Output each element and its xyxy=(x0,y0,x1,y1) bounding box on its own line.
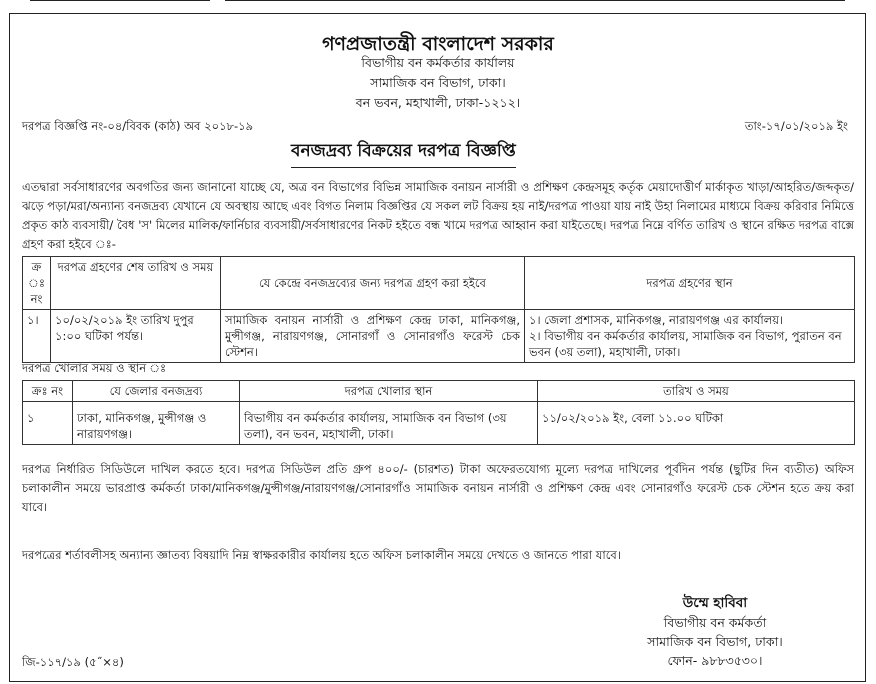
table1-header-centre: যে কেন্দ্রে বনজদ্রব্যের জন্য দরপত্র গ্রহণ করা হইবে xyxy=(221,257,525,310)
opening-heading: দরপত্র খোলার সময় ও স্থান ঃ xyxy=(22,361,167,375)
office-name: বিভাগীয় বন কর্মকর্তার কার্যালয় xyxy=(361,55,515,70)
table2-header-sl: ক্রঃ নং xyxy=(23,381,73,402)
table2-datetime: ১১/০২/২০১৯ ইং, বেলা ১১.০০ ঘটিকা xyxy=(538,402,855,445)
tender-receipt-table xyxy=(22,256,855,363)
intro-paragraph: এতদ্বারা সর্বসাধারণের অবগতির জন্য জানানো যাচ্ছে যে, অত্র বন বিভাগের বিভিন্ন সামাজিক বনায়ন নার্সারী ও প্রশিক্ষণ কেন্দ্রসমূহ কর্তৃক মেয়াদোত্তীর্ণ মার্কাকৃত খাড়া/আহরিত/জব্দকৃত/ঝড়ে পড়া/মরা/অন্যান্য বনজদ্রব্য যেখানে যে অবস্থায় আছে এবং বিগত নিলাম বিজ্ঞপ্তির যে সকল লট বিক্রয় হয় নাই/দরপত্র পাওয়া যায় নাই উহা নিলামের মাধ্যমে বিক্রয় করিবার নিমিত্তে প্রকৃত কাঠ ব্যবসায়ী/ বৈধ 'স' মিলের মালিক/ফার্নিচার ব্যবসায়ী/সর্বসাধারণের নিকট হইতে বন্ধ খামে দরপত্র আহ্বান করা যাইতেছে। দরপত্র নিম্নে বর্ণিত তারিখ ও স্থানে রক্ষিত দরপত্র বাক্সে গ্রহণ করা হইবে ঃ- xyxy=(22,180,854,251)
table1-deadline: ১০/০২/২০১৯ ইং তারিখ দুপুর ১:০০ ঘটিকা পর্যন্ত। xyxy=(51,310,221,363)
terms-paragraph: দরপত্রের শর্তাবলীসহ অন্যান্য জ্ঞাতব্য বিষয়াদি নিম্ন স্বাক্ষরকারীর কার্যালয় হতে অফিস চলাকালীন সময়ে দেখতে ও জানতে পারা যাবে। xyxy=(22,548,621,562)
table1-place-2: ২। বিভাগীয় বন কর্মকর্তার কার্যালয়, সামাজিক বন বিভাগ, পুরাতন বন ভবন (৩য় তলা), মহাখালী, ঢাকা। xyxy=(529,329,842,359)
table2-header-row xyxy=(23,381,855,402)
notice-title: বনজদ্রব্য বিক্রয়ের দরপত্র বিজ্ঞপ্তি xyxy=(291,138,516,168)
table1-place-cell xyxy=(525,310,855,363)
signatory-designation: বিভাগীয় বন কর্মকর্তা xyxy=(663,615,767,630)
table2-district: ঢাকা, মানিকগঞ্জ, মুন্সীগঞ্জ ও নারায়ণগঞ্জ। xyxy=(73,402,240,445)
signature-block xyxy=(600,594,830,670)
top-rule-left xyxy=(30,0,210,1)
table1-header-place: দরপত্র গ্রহণের স্থান xyxy=(525,257,855,310)
office-address: বন ভবন, মহাখালী, ঢাকা-১২১২। xyxy=(355,95,521,110)
table2-header-place: দরপত্র খোলার স্থান xyxy=(240,381,538,402)
table1-centre: সামাজিক বনায়ন নার্সারী ও প্রশিক্ষণ কেন্দ্র ঢাকা, মানিকগঞ্জ, মুন্সীগঞ্জ, নারায়ণগঞ্জ, সোনারগাঁ ও সোনারগাঁও ফরেস্ট চেক স্টেশন। xyxy=(221,310,525,363)
signatory-name: উম্মে হাবিবা xyxy=(682,595,748,611)
table2-header-datetime: তারিখ ও সময় xyxy=(538,381,855,402)
memo-number: দরপত্র বিজ্ঞপ্তি নং-০৪/বিবক (কাঠ) অব ২০১৮-১৯ xyxy=(22,119,254,133)
table2-sl: ১ xyxy=(23,402,73,445)
table1-sl: ১। xyxy=(23,310,51,363)
table1-header-row xyxy=(23,257,855,310)
table-row xyxy=(23,402,855,445)
government-title: গণপ্রজাতন্ত্রী বাংলাদেশ সরকার xyxy=(322,33,554,55)
signatory-phone: ফোন- ৯৮৮৩৫৩০। xyxy=(667,653,763,668)
table-row xyxy=(23,310,855,363)
table2-header-district: যে জেলার বনজদ্রব্য xyxy=(73,381,240,402)
tender-opening-table xyxy=(22,380,855,445)
table1-place-1: ১। জেলা প্রশাসক, মানিকগঞ্জ, নারায়ণগঞ্জ এর কার্যালয়। xyxy=(529,313,784,327)
schedule-paragraph: দরপত্র নির্ধারিত সিডিউলে দাখিল করতে হবে। দরপত্র সিডিউল প্রতি গ্রুপ ৪০০/- (চারশত) টাকা অফেরতযোগ্য মূল্যে দরপত্র দাখিলের পূর্বদিন পর্যন্ত (ছুটির দিন ব্যতীত) অফিস চলাকালীন সময়ে ভারপ্রাপ্ত কর্মকর্তা ঢাকা/মানিকগঞ্জ/মুন্সীগঞ্জ/নারায়ণগঞ্জ/সোনারগাঁও সামাজিক বনায়ন নার্সারী ও প্রশিক্ষণ কেন্দ্র এবং সোনারগাঁও ফরেস্ট চেক স্টেশন হতে ক্রয় করা যাবে। xyxy=(22,462,854,514)
footer-code: জি-১১৭/১৯ (৫˝×৪) xyxy=(22,655,124,669)
table1-header-sl: ক্র ঃ নং xyxy=(23,257,51,310)
signatory-division: সামাজিক বন বিভাগ, ঢাকা। xyxy=(647,634,783,649)
table2-place: বিভাগীয় বন কর্মকর্তার কার্যালয়, সামাজিক বন বিভাগ (৩য় তলা), বন ভবন, মহাখালী, ঢাকা। xyxy=(240,402,538,445)
memo-date: তাং-১৭/০১/২০১৯ ইং xyxy=(744,119,848,133)
division-name: সামাজিক বন বিভাগ, ঢাকা। xyxy=(370,75,506,90)
table1-header-deadline: দরপত্র গ্রহণের শেষ তারিখ ও সময় xyxy=(51,257,221,310)
top-rule-right xyxy=(225,0,845,1)
